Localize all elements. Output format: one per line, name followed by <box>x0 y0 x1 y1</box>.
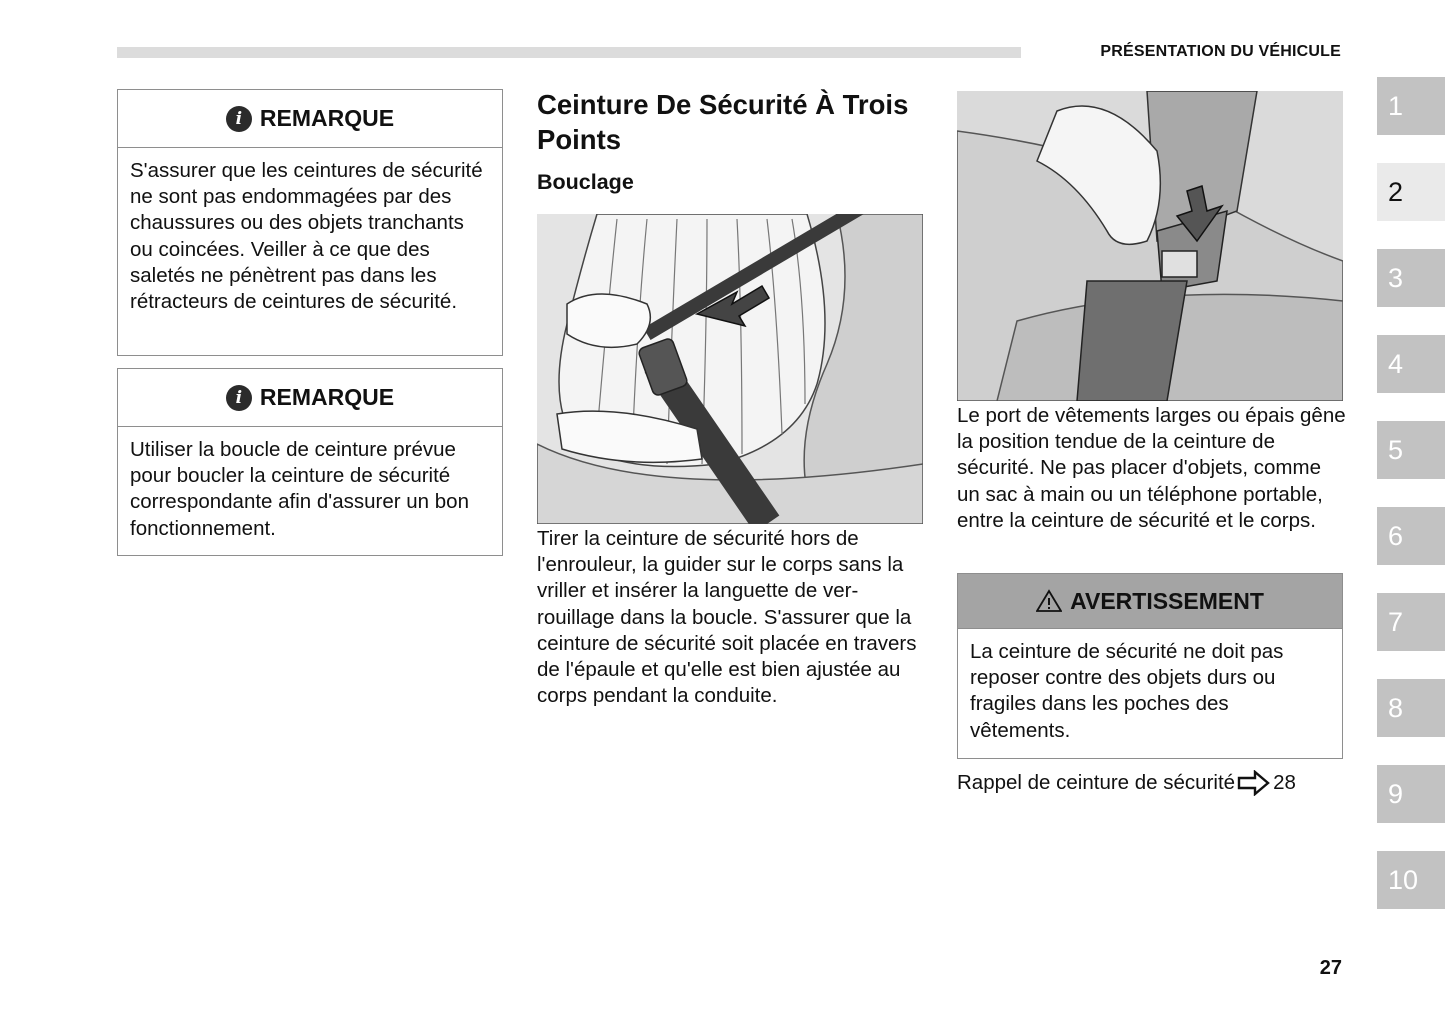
chapter-tab-10[interactable] <box>1377 851 1445 909</box>
note-box-2 <box>117 368 503 556</box>
clothing-advice: Le port de vêtements larges ou épais gêne la position tendue de la ceinture de sécurité. Ne pas placer d'objets, comme un sac à main ou un téléphone portable, entre la ceinture de sécurité et le corps. <box>957 404 1346 532</box>
cross-reference[interactable] <box>957 770 1296 796</box>
tab-label: 2 <box>1388 176 1404 207</box>
chapter-tab-6[interactable] <box>1377 507 1445 565</box>
page-heading: Ceinture De Sécurité À Trois Points <box>537 89 909 155</box>
tab-label: 6 <box>1388 520 1404 551</box>
subheading: Bouclage <box>537 170 634 194</box>
chapter-tab-8[interactable] <box>1377 679 1445 737</box>
chapter-tab-5[interactable] <box>1377 421 1445 479</box>
tab-label: 1 <box>1388 90 1404 121</box>
warning-triangle-icon <box>1036 589 1062 613</box>
warning-text: La ceinture de sécurité ne doit pas reposer contre des objets durs ou fragiles dans les poches des vêtements. <box>970 640 1284 742</box>
chapter-tab-9[interactable] <box>1377 765 1445 823</box>
chapter-tab-1[interactable] <box>1377 77 1445 135</box>
section-title: PRÉSENTATION DU VÉHICULE <box>1100 43 1341 60</box>
arrow-right-icon <box>1237 770 1271 796</box>
page-number: 27 <box>1319 957 1342 979</box>
note-text: S'assurer que les ceintures de sécurité ne sont pas endommagées par des chaussures ou des objets tranchants ou coincées. Veiller à ce que des saletés ne pénètrent pas dans les rétracteurs de ceintures de sécurité. <box>130 159 483 314</box>
xref-text: Rappel de ceinture de sécurité <box>957 771 1236 794</box>
note-header <box>118 90 502 148</box>
warning-box <box>957 573 1343 759</box>
info-icon: i <box>226 106 252 132</box>
note-box-1 <box>117 89 503 356</box>
note-text: Utiliser la boucle de ceinture prévue pour boucler la ceinture de sécurité correspondante afin d'assurer un bon fonctionnement. <box>130 438 469 540</box>
xref-page[interactable]: 28 <box>1273 771 1296 794</box>
buckle-drawing <box>957 91 1343 401</box>
buckling-drawing <box>537 214 923 524</box>
chapter-tab-3[interactable] <box>1377 249 1445 307</box>
note-header <box>118 369 502 427</box>
tab-label: 3 <box>1388 262 1404 293</box>
note-label: REMARQUE <box>259 384 395 410</box>
info-icon: i <box>226 385 252 411</box>
tab-label: 9 <box>1388 778 1404 809</box>
header-rule <box>117 47 1021 58</box>
buckling-illustration <box>537 214 923 524</box>
warning-label: AVERTISSEMENT <box>1070 587 1264 614</box>
warning-header <box>958 574 1342 629</box>
tab-label: 8 <box>1388 692 1404 723</box>
buckling-instructions: Tirer la ceinture de sécurité hors de l'enrouleur, la guider sur le corps sans la vriller et insérer la languette de verrouillage dans la boucle. S'assurer que la ceinture de sécurité soit placée en travers de l'épaule et qu'elle est bien ajustée au corps pendant la conduite. <box>537 527 917 708</box>
chapter-tab-4[interactable] <box>1377 335 1445 393</box>
tab-label: 5 <box>1388 434 1404 465</box>
tab-label: 10 <box>1388 864 1419 895</box>
tab-label: 4 <box>1388 348 1404 379</box>
note-label: REMARQUE <box>259 105 395 131</box>
chapter-tab-2[interactable] <box>1377 163 1445 221</box>
chapter-tab-7[interactable] <box>1377 593 1445 651</box>
buckle-closeup-illustration <box>957 91 1343 401</box>
tab-label: 7 <box>1388 606 1404 637</box>
